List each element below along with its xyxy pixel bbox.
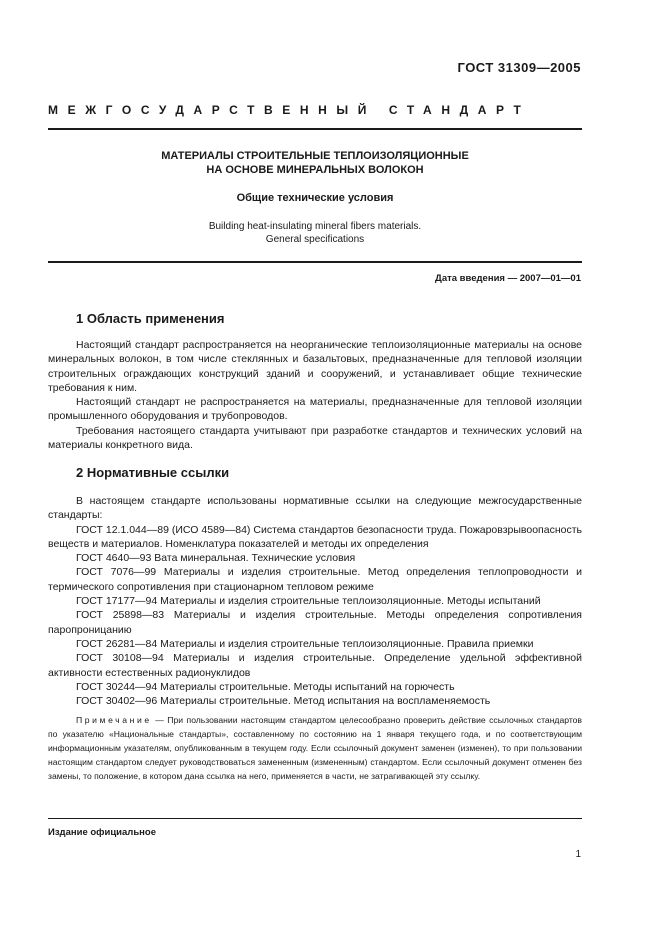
- normative-reference: ГОСТ 12.1.044—89 (ИСО 4589—84) Система стандартов безопасности труда. Пожаровзрывоопасность веществ и материалов. Номенклатура показателей и методы их определения: [48, 523, 582, 550]
- normative-reference: ГОСТ 26281—84 Материалы и изделия строительные теплоизоляционные. Правила приемки: [76, 637, 534, 650]
- section-2-heading: 2 Нормативные ссылки: [76, 465, 230, 480]
- document-title-line-2: НА ОСНОВЕ МИНЕРАЛЬНЫХ ВОЛОКОН: [206, 164, 424, 176]
- section-2-intro: В настоящем стандарте использованы нормативные ссылки на следующие межгосударственные стандарты:: [48, 495, 582, 522]
- section-1-paragraph: Требования настоящего стандарта учитывают при разработке стандартов и технических условий на материалы конкретного вида.: [48, 424, 582, 452]
- normative-reference: ГОСТ 7076—99 Материалы и изделия строительные. Метод определения теплопроводности и термического сопротивления при стационарном тепловом режиме: [48, 566, 582, 593]
- note-paragraph: [48, 714, 582, 784]
- note-text: — При пользовании настоящим стандартом целесообразно проверить действие ссылочных стандартов по указателю «Национальные стандарты», составленному по состоянию на 1 января текущего года, и по соответствующим информационным указателям, опубликованным в текущем году. Если ссылочный документ заменен (изменен), то при пользовании настоящим стандартом следует руководствоваться замененным (измененным) стандартом. Если ссылочный документ отменен без замены, то положение, в котором дана ссылка на него, применяется в части, не затрагивающей эту ссылку.: [48, 715, 583, 781]
- section-2-body: [48, 494, 582, 708]
- official-edition-label: Издание официальное: [48, 827, 156, 838]
- section-1-paragraph: Настоящий стандарт распространяется на неорганические теплоизоляционные материалы на основе минеральных волокон, в том числе стеклянных и базальтовых, предназначенные для тепловой изоляции строительных ограждающих конструкций зданий и сооружений, и устанавливает общие технические требования к ним.: [48, 339, 582, 394]
- normative-reference: ГОСТ 17177—94 Материалы и изделия строительные теплоизоляционные. Методы испытаний: [76, 595, 541, 608]
- top-divider: [48, 128, 582, 130]
- normative-reference: ГОСТ 25898—83 Материалы и изделия строительные. Методы определения сопротивления паропроницанию: [48, 609, 582, 636]
- gost-number: ГОСТ 31309—2005: [457, 60, 581, 75]
- english-title-line-2: General specifications: [265, 234, 365, 245]
- introduction-date: Дата введения — 2007—01—01: [435, 273, 581, 284]
- section-1-heading: 1 Область применения: [76, 311, 225, 326]
- interstate-standard-heading: МЕЖГОСУДАРСТВЕННЫЙ СТАНДАРТ: [48, 103, 531, 117]
- normative-reference: ГОСТ 30108—94 Материалы и изделия строительные. Определение удельной эффективной активности естественных радионуклидов: [48, 652, 582, 679]
- title-divider: [48, 261, 582, 263]
- english-title-line-1: Building heat-insulating mineral fibers materials.: [208, 221, 422, 232]
- footer-divider: [48, 818, 582, 819]
- normative-reference: ГОСТ 30244—94 Материалы строительные. Методы испытаний на горючесть: [76, 680, 455, 693]
- note-block: [48, 714, 582, 784]
- document-subtitle: Общие технические условия: [236, 192, 394, 204]
- section-1-body: [48, 338, 582, 452]
- document-title-line-1: МАТЕРИАЛЫ СТРОИТЕЛЬНЫЕ ТЕПЛОИЗОЛЯЦИОННЫЕ: [161, 150, 469, 162]
- section-1-paragraph: Настоящий стандарт не распространяется на материалы, предназначенные для тепловой изоляции промышленного оборудования и трубопроводов.: [48, 396, 582, 423]
- note-label: Примечание: [76, 715, 152, 725]
- normative-reference: ГОСТ 4640—93 Вата минеральная. Технические условия: [76, 552, 356, 565]
- page-number: 1: [575, 849, 581, 860]
- normative-reference: ГОСТ 30402—96 Материалы строительные. Метод испытания на воспламеняемость: [76, 695, 491, 708]
